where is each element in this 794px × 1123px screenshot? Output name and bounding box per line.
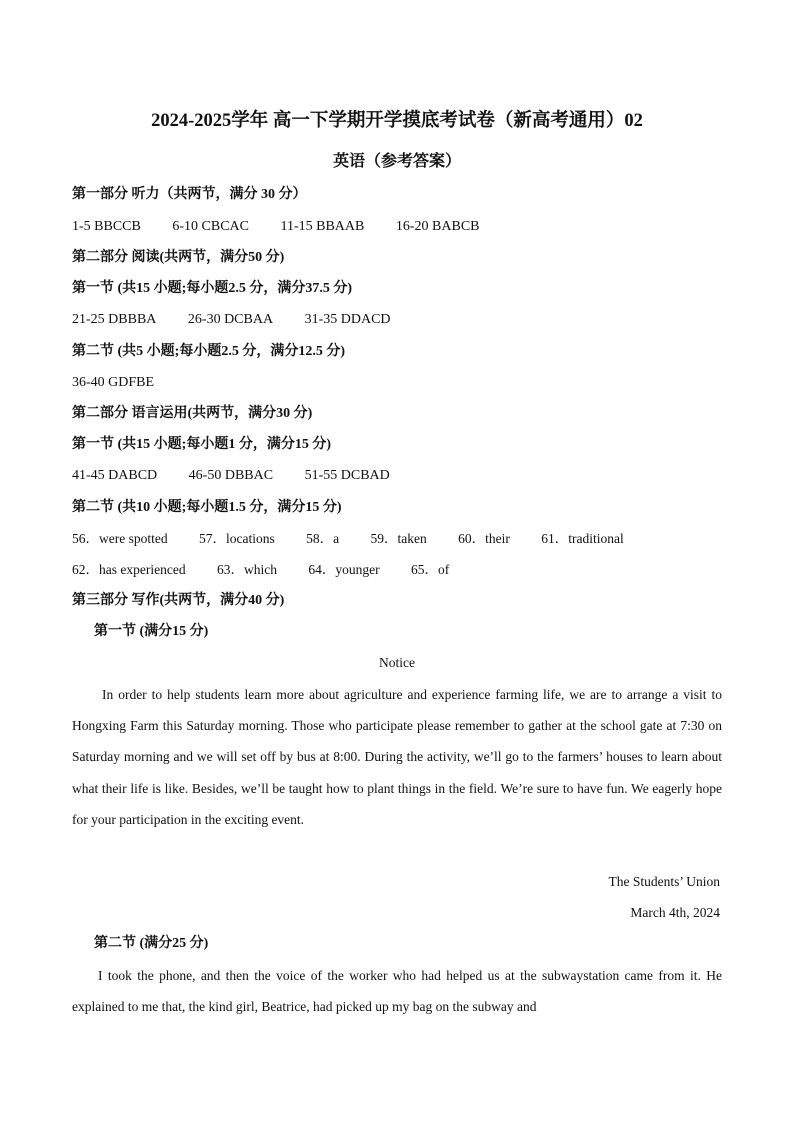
part2-sec1-heading: 第一节 (共15 小题;每小题2.5 分，满分37.5 分): [72, 281, 352, 296]
part2-heading: 第二部分 阅读(共两节，满分50 分): [72, 250, 285, 265]
fill-answer: 60．their: [458, 531, 510, 546]
part4-sec1-heading: 第一节 (满分15 分): [94, 624, 209, 639]
part4-sec2-heading: 第二节 (满分25 分): [94, 936, 209, 951]
story-body: [72, 960, 722, 1022]
part1-answers: [72, 218, 480, 236]
part3-heading: 第二部分 语言运用(共两节，满分30 分): [72, 406, 313, 421]
answer-group: 1-5 BBCCB: [72, 219, 141, 234]
notice-title: Notice: [379, 655, 415, 670]
story-paragraph: I took the phone, and then the voice of the worker who had helped us at the subwaystation came from it. He explained to me that, the kind girl, Beatrice, had picked up my bag on the subway and: [72, 968, 722, 1015]
answer-group: 11-15 BBAAB: [280, 219, 365, 234]
fill-answer: 56．were spotted: [72, 531, 168, 546]
notice-date: March 4th, 2024: [630, 905, 720, 920]
notice-signature: The Students’ Union: [608, 874, 720, 889]
notice-paragraph: In order to help students learn more about agriculture and experience farming life, we are to arrange a visit to Hongxing Farm this Saturday morning. Those who participate please remember to gather at the school gate at 7:30 on Saturday morning and we will set off by bus at 8:00. During the activity, we’ll go to the farmers’ houses to learn about what their life is like. Besides, we’ll be taught how to plant things in the field. We’re sure to have fun. We eagerly hope for your participation in the exciting event.: [72, 687, 722, 827]
answer-group: 31-35 DDACD: [304, 312, 391, 327]
fill-answers-row-1: [72, 530, 624, 548]
part1-heading: 第一部分 听力（共两节，满分 30 分）: [72, 187, 307, 202]
answer-group: 46-50 DBBAC: [188, 468, 274, 483]
answer-group: 16-20 BABCB: [395, 219, 480, 234]
fill-answer: 65．of: [410, 562, 450, 577]
answer-group: 41-45 DABCD: [72, 468, 158, 483]
fill-answer: 58．a: [306, 531, 340, 546]
part2-sec2-answers: [72, 374, 154, 392]
part3-sec1-heading: 第一节 (共15 小题;每小题1 分，满分15 分): [72, 437, 331, 452]
answer-group: 26-30 DCBAA: [187, 312, 274, 327]
part2-sec1-answers: [72, 311, 391, 329]
fill-answer: 61．traditional: [541, 531, 624, 546]
answer-group: 21-25 DBBBA: [72, 312, 157, 327]
fill-answer: 62．has experienced: [72, 562, 186, 577]
page-title: 2024-2025学年 高一下学期开学摸底考试卷（新高考通用）02: [151, 111, 643, 131]
page-subtitle: 英语（参考答案）: [332, 153, 461, 170]
part3-sec2-heading: 第二节 (共10 小题;每小题1.5 分，满分15 分): [72, 500, 342, 515]
part4-heading: 第三部分 写作(共两节，满分40 分): [72, 593, 285, 608]
fill-answer: 64．younger: [308, 562, 380, 577]
fill-answers-row-2: [72, 561, 449, 579]
answer-group: 51-55 DCBAD: [304, 468, 390, 483]
notice-body: [72, 679, 722, 835]
fill-answer: 59．taken: [370, 531, 427, 546]
part2-sec2-heading: 第二节 (共5 小题;每小题2.5 分，满分12.5 分): [72, 344, 345, 359]
part3-sec1-answers: [72, 467, 390, 485]
answer-group: 6-10 CBCAC: [172, 219, 249, 234]
fill-answer: 57．locations: [198, 531, 275, 546]
answer-group: 36-40 GDFBE: [72, 375, 155, 390]
fill-answer: 63．which: [216, 562, 277, 577]
